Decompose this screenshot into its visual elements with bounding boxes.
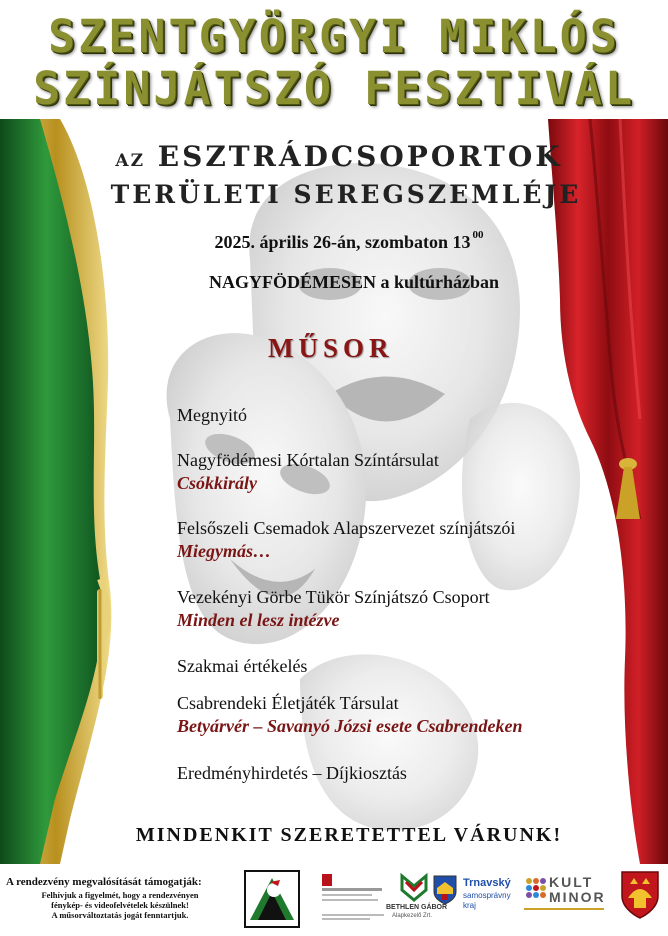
trnava-line2: samosprávny <box>463 891 511 900</box>
footer-sponsors <box>0 864 668 936</box>
program-title: MŰSOR <box>268 333 394 363</box>
event-date-text: 2025. április 26-án, szombaton 13 <box>214 232 471 252</box>
subtitle-prefix: AZ <box>115 151 146 171</box>
program-item-opening: Megnyitó <box>177 405 247 425</box>
kult-line2: MINOR <box>549 889 606 905</box>
kult-line1: KULT <box>549 874 594 890</box>
trnava-line3: kraj <box>463 901 476 910</box>
program-play-2: Miegymás… <box>177 541 271 561</box>
trnava-line1: Trnavský <box>463 877 511 889</box>
theatre-illustration <box>0 119 668 864</box>
program-play-3: Minden el lesz intézve <box>177 610 340 630</box>
event-subtitle-line1 <box>0 140 668 173</box>
program-group-3: Vezekényi Görbe Tükör Színjátszó Csoport <box>177 587 490 607</box>
event-time-superscript: 00 <box>472 229 484 241</box>
event-date <box>0 229 668 253</box>
coat-of-arms-icon <box>432 874 458 906</box>
village-coat-of-arms-icon <box>620 870 660 920</box>
festival-title-line1: SZENTGYÖRGYI MIKLÓS <box>48 10 620 63</box>
program-item-awards: Eredményhirdetés – Díjkiosztás <box>177 763 407 783</box>
program-play-1: Csókkirály <box>177 473 258 493</box>
subtitle-main: ESZTRÁDCSOPORTOK <box>157 140 563 173</box>
kult-minor-logo-mark <box>524 876 546 898</box>
festival-title-line2: SZÍNJÁTSZÓ FESZTIVÁL <box>33 62 635 115</box>
bethlen-line2: Alapkezelő Zrt. <box>392 913 433 919</box>
theatre-group-logo <box>244 870 300 928</box>
program-group-2: Felsőszeli Csemadok Alapszervezet színjátszói <box>177 518 516 538</box>
support-title: A rendezvény megvalósítását támogatják: <box>6 876 202 888</box>
bethlen-gabor-logo <box>398 872 430 902</box>
footer-note-line3: A műsorváltoztatás jogát fenntartjuk. <box>51 910 189 920</box>
green-mask-profile <box>0 119 111 864</box>
program-item-evaluation: Szakmai értékelés <box>177 656 308 676</box>
footer-note-line1: Felhívjuk a figyelmét, hogy a rendezvényen <box>41 890 199 900</box>
program-play-4: Betyárvér – Savanyó Józsi esete Csabrendeken <box>177 716 523 736</box>
footer-note-line2: fénykép- és videofelvételek készülnek! <box>51 900 189 910</box>
event-subtitle-line2: TERÜLETI SEREGSZEMLÉJE <box>110 180 582 209</box>
bethlen-line1: BETHLEN GÁBOR <box>386 904 448 911</box>
event-place: NAGYFÖDÉMESEN a kultúrházban <box>208 272 500 292</box>
program-group-4: Csabrendeki Életjáték Társulat <box>177 693 399 713</box>
closing-invitation: MINDENKIT SZERETETTEL VÁRUNK! <box>135 824 563 846</box>
theatre-background <box>0 119 668 864</box>
kult-minor-underline <box>524 908 604 910</box>
ministry-logo <box>318 872 388 924</box>
program-group-1: Nagyfödémesi Kórtalan Színtársulat <box>177 450 439 470</box>
